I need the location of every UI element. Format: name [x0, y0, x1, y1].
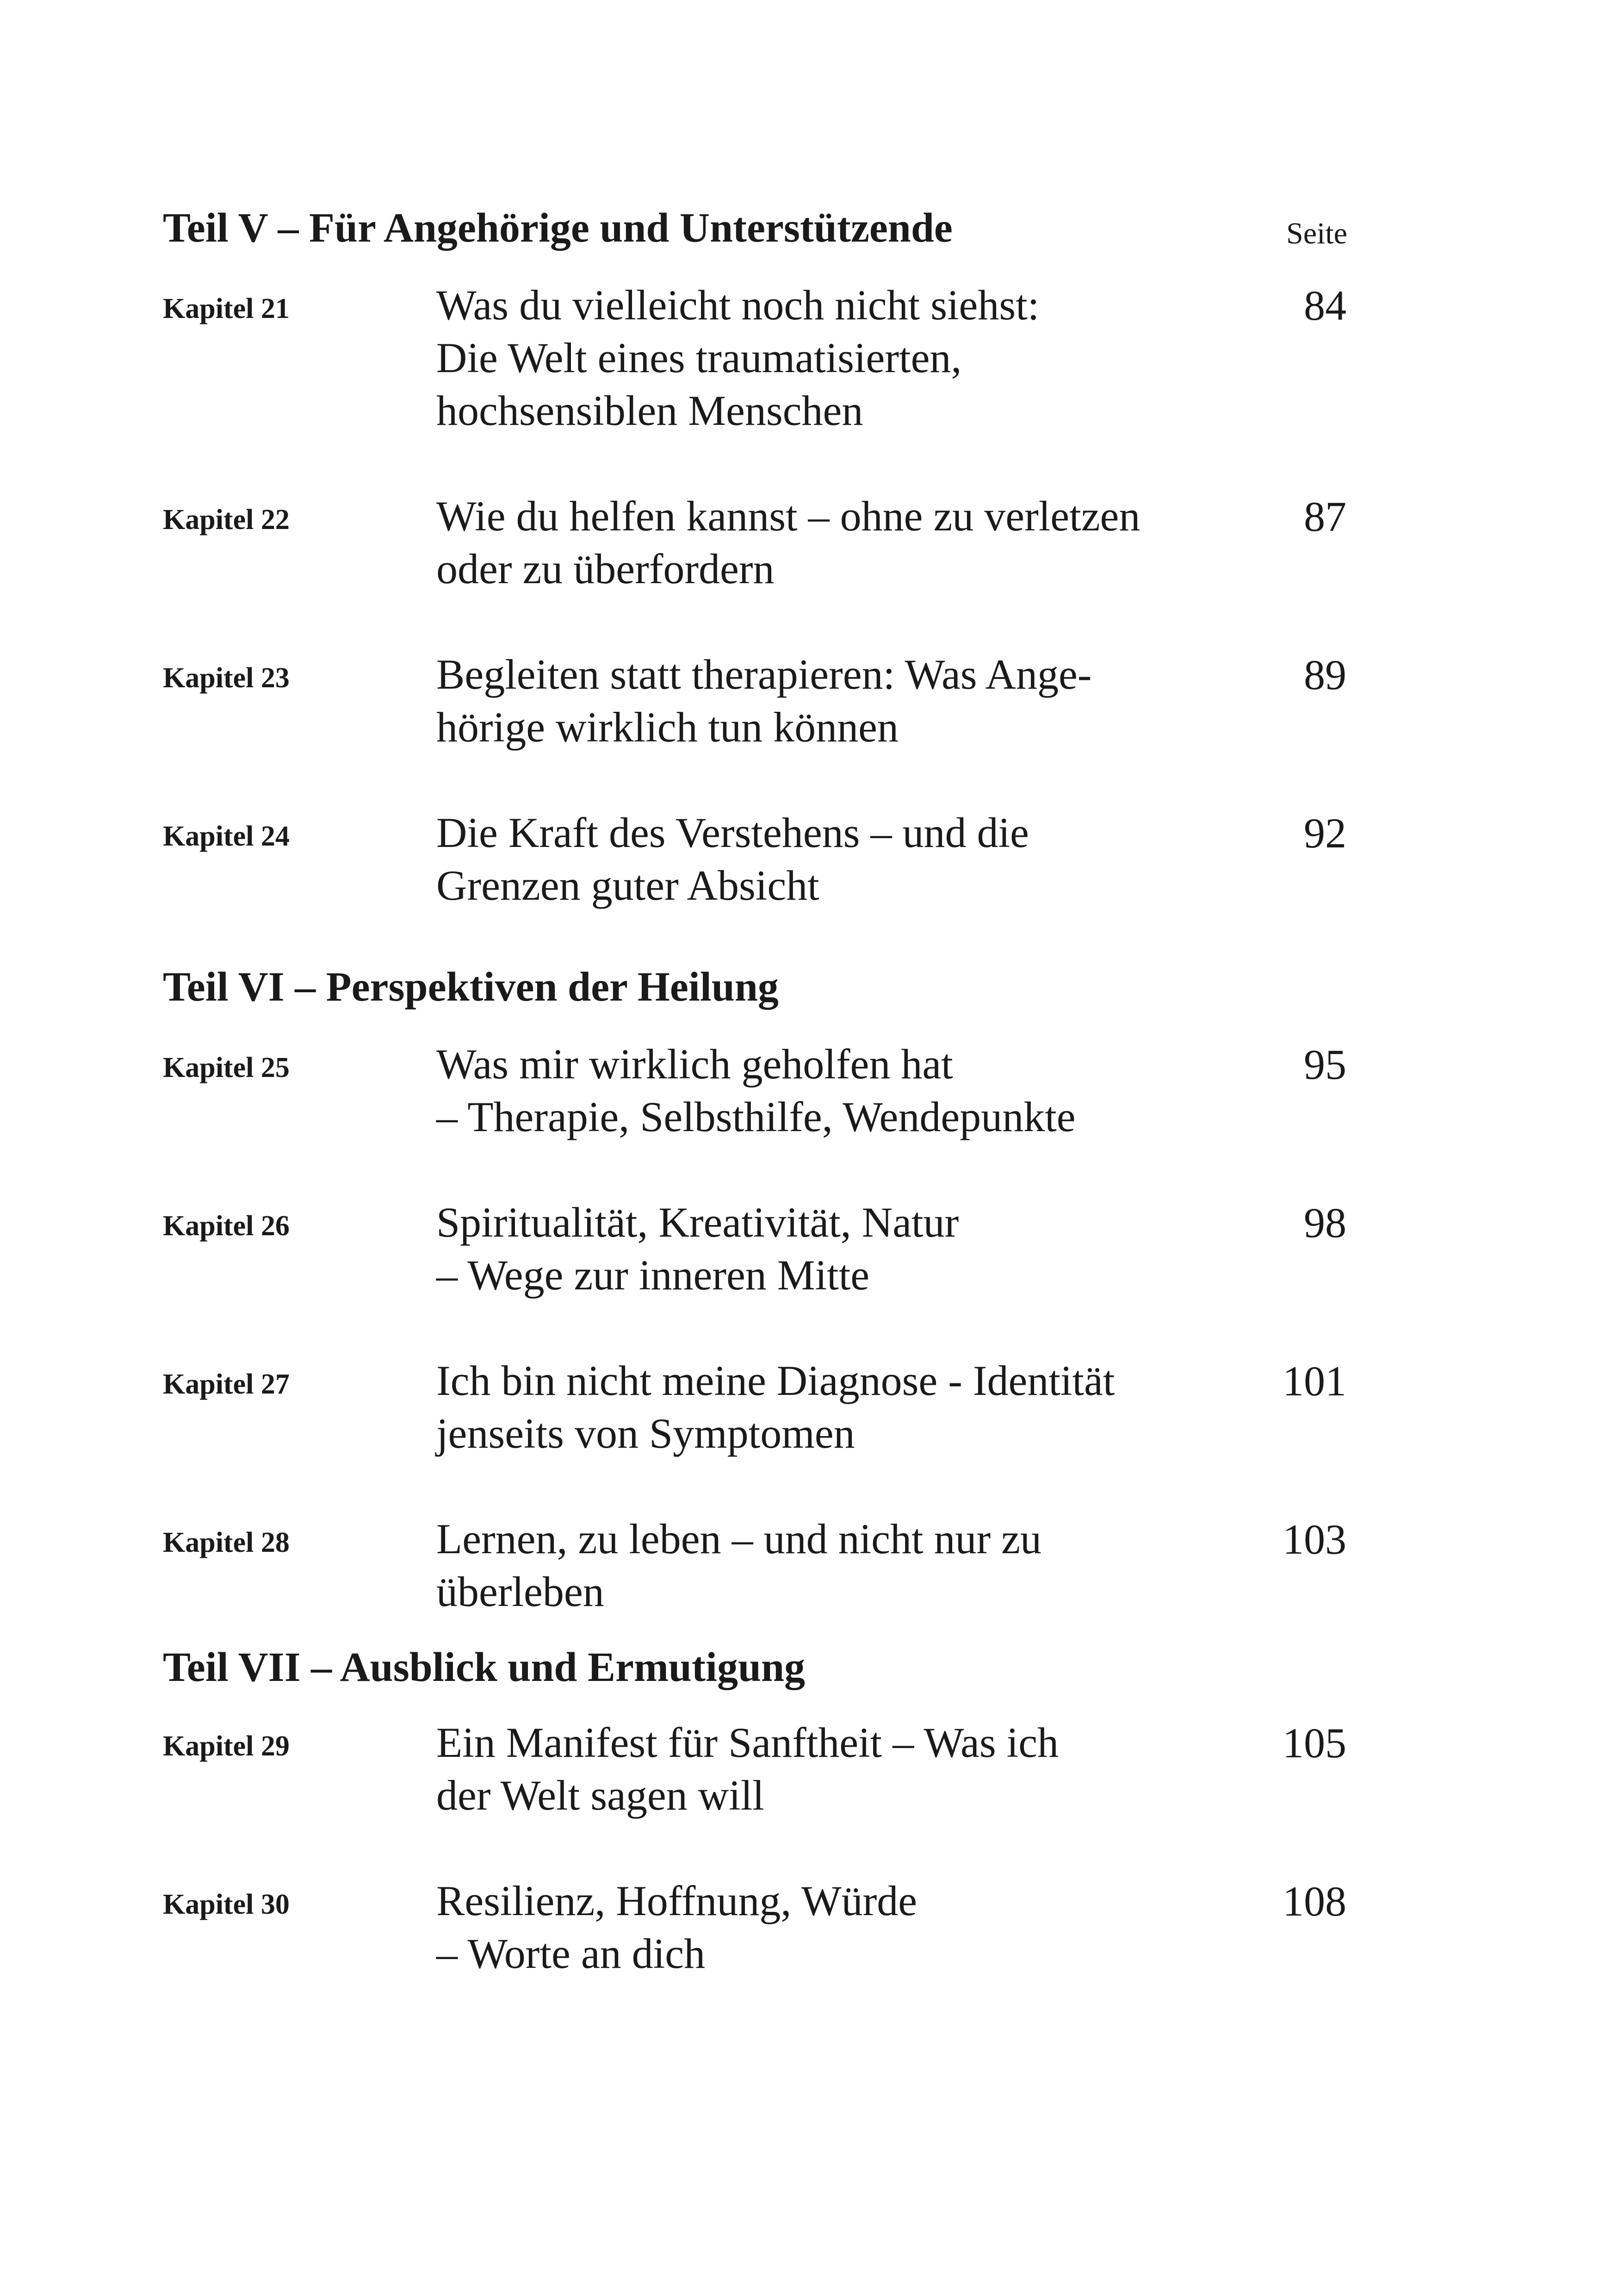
chapter-title	[436, 1354, 1115, 1460]
chapter-title-line: Begleiten statt therapieren: Was Ange-	[436, 651, 1092, 698]
chapter-title-line: Grenzen guter Absicht	[436, 862, 819, 909]
page-number: 105	[1283, 1719, 1346, 1767]
chapter-title-line: oder zu überfordern	[436, 545, 775, 592]
chapter-title-line: hochsensiblen Menschen	[436, 387, 863, 434]
chapter-title	[436, 1716, 1059, 1822]
part-title: Teil VI – Perspektiven der Heilung	[163, 964, 779, 1010]
chapter-title	[436, 490, 1140, 595]
page-number: 89	[1304, 651, 1346, 698]
chapter-title-line: Was du vielleicht noch nicht siehst:	[436, 281, 1040, 329]
chapter-title-line: Spiritualität, Kreativität, Natur	[436, 1199, 959, 1246]
chapter-title	[436, 806, 1029, 912]
chapter-title-line: Wie du helfen kannst – ohne zu verletzen	[436, 492, 1141, 540]
chapter-title-line: hörige wirklich tun können	[436, 703, 899, 751]
chapter-label: Kapitel 25	[163, 1052, 290, 1083]
chapter-title-line: – Therapie, Selbsthilfe, Wendepunkte	[436, 1093, 1076, 1140]
chapter-title-line: Ein Manifest für Sanftheit – Was ich	[436, 1719, 1059, 1766]
chapter-label: Kapitel 28	[163, 1527, 290, 1558]
chapter-label: Kapitel 27	[163, 1369, 290, 1400]
chapter-title-line: der Welt sagen will	[436, 1772, 764, 1819]
chapter-title	[436, 1038, 1076, 1143]
chapter-label: Kapitel 29	[163, 1730, 290, 1762]
chapter-title	[436, 1512, 1041, 1618]
page-column-label: Seite	[1286, 217, 1347, 250]
chapter-title-line: überleben	[436, 1568, 604, 1615]
chapter-label: Kapitel 26	[163, 1210, 290, 1242]
chapter-label: Kapitel 30	[163, 1889, 290, 1920]
chapter-title-line: Lernen, zu leben – und nicht nur zu	[436, 1515, 1041, 1562]
chapter-title-line: Resilienz, Hoffnung, Würde	[436, 1877, 917, 1924]
page-number: 98	[1304, 1199, 1346, 1246]
chapter-title-line: Ich bin nicht meine Diagnose - Identität	[436, 1357, 1115, 1404]
chapter-title	[436, 648, 1091, 753]
chapter-title-line: jenseits von Symptomen	[436, 1410, 855, 1457]
page-number: 92	[1304, 809, 1346, 857]
chapter-title	[436, 1874, 917, 1980]
chapter-title-line: Was mir wirklich geholfen hat	[436, 1040, 953, 1088]
chapter-title-line: – Worte an dich	[436, 1930, 706, 1977]
chapter-title	[436, 279, 1039, 437]
chapter-title-line: – Wege zur inneren Mitte	[436, 1251, 870, 1299]
page-number: 108	[1283, 1878, 1346, 1925]
page-number: 101	[1283, 1357, 1346, 1405]
chapter-label: Kapitel 23	[163, 662, 290, 694]
part-title: Teil VII – Ausblick und Ermutigung	[163, 1644, 806, 1690]
page-number: 87	[1304, 493, 1346, 540]
chapter-title-line: Die Welt eines traumatisierten,	[436, 334, 962, 381]
chapter-label: Kapitel 22	[163, 504, 290, 535]
chapter-title-line: Die Kraft des Verstehens – und die	[436, 809, 1029, 856]
chapter-title	[436, 1196, 959, 1301]
part-title: Teil V – Für Angehörige und Unterstützende	[163, 205, 953, 251]
page-number: 95	[1304, 1041, 1346, 1088]
page-number: 103	[1283, 1516, 1346, 1563]
chapter-label: Kapitel 24	[163, 821, 290, 852]
chapter-label: Kapitel 21	[163, 293, 290, 324]
page-number: 84	[1304, 282, 1346, 329]
